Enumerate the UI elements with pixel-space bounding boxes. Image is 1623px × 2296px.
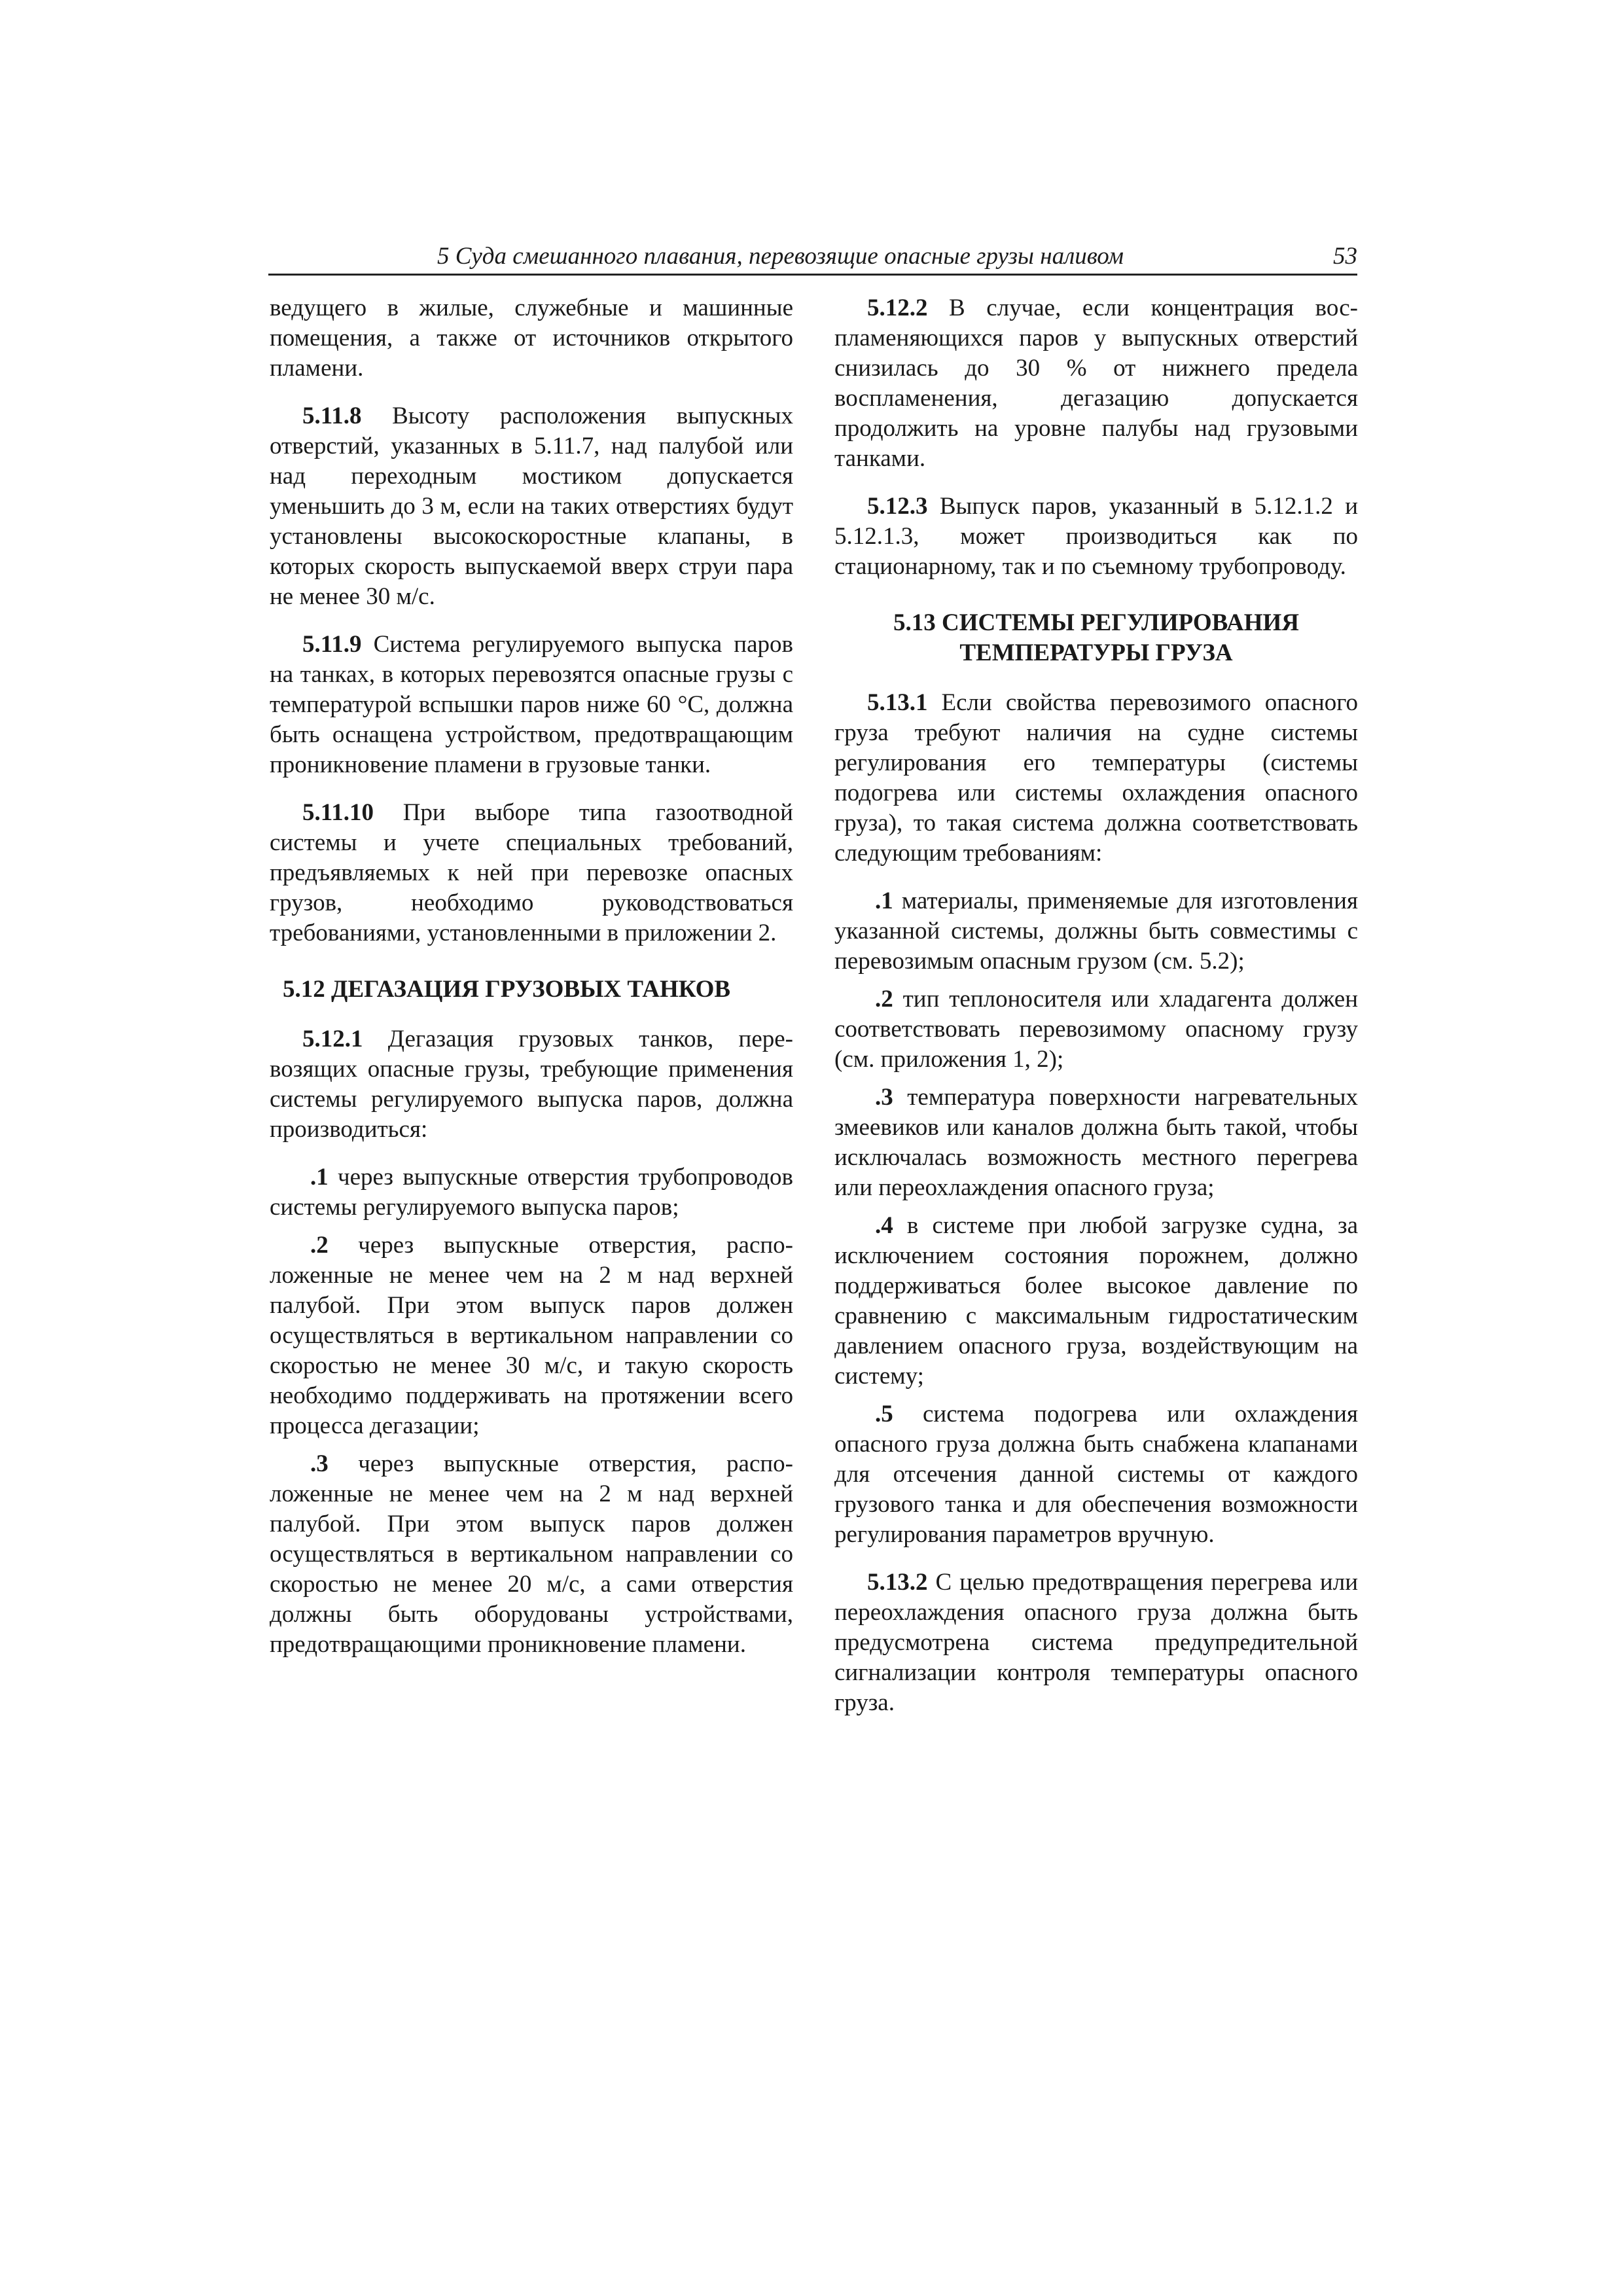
item-text: система подогрева или охлаждения опасного груза должна быть снабжена клапанами для отсечения данной системы от каждого грузового танка и для обеспечения возможности регулирования параметров вручную. [834,1401,1358,1548]
item-number: .4 [875,1212,893,1239]
list-item [834,1211,1358,1391]
paragraph-5-12-3 [834,492,1358,582]
list-item [834,1399,1358,1550]
paragraph-5-11-8 [270,401,793,612]
clause-number: 5.12.1 [302,1026,363,1052]
section-heading-5-13 [834,608,1358,668]
item-text: через выпускные отверстия, расположенные не менее чем на 2 м над верхней палубой. При этом выпуск паров должен осуществляться в вертикальном направлении со скоростью не менее 30 м/с, и такую скорость необходимо поддерживать на протяжении всего процесса дегазации; [270,1232,793,1439]
clause-text: При выборе типа газоотводной системы и учете специальных требований, предъявляемых к ней при перевозке опасных грузов, необходимо руководствоваться требованиями, установленными в приложении 2. [270,799,793,946]
heading-line: ТЕМПЕРАТУРЫ ГРУЗА [959,639,1233,666]
left-column [270,293,793,1668]
section-heading-5-12: 5.12 ДЕГАЗАЦИЯ ГРУЗОВЫХ ТАНКОВ [283,976,731,1003]
list-item [270,1230,793,1441]
item-text: в системе при любой загрузке судна, за исключением состояния порожнем, должно поддерживаться более высокое давление по сравнению с максимальным гидростатическим давлением опасного груза, воздействующим на систему; [834,1212,1358,1390]
item-text: материалы, применяемые для изготовления указанной системы, должны быть совместимы с перевозимым опасным грузом (см. 5.2); [834,888,1358,975]
clause-text: В случае, если концентрация воспламеняющихся паров у выпускных отверстий снизилась до 30 % от нижнего предела воспламенения, дегазацию допускается продолжить на уровне палубы над грузовыми танками. [834,295,1358,472]
item-text: через выпускные отверстия, расположенные не менее чем на 2 м над верхней палубой. При этом выпуск паров должен осуществляться в вертикальном направлении со скоростью не менее 20 м/с, а сами отверстия должны быть оборудованы устройствами, предотвращающими проникновение пламени. [270,1450,793,1658]
item-number: .2 [875,986,893,1013]
item-text: температура поверхности нагревательных змеевиков или каналов должна быть такой, чтобы исключалась возможность местного перегрева или переохлаждения опасного груза; [834,1084,1358,1201]
clause-number: 5.11.10 [302,799,374,826]
clause-text: Если свойства перевозимого опасного груза требуют наличия на судне системы регулирования его температуры (системы подогрева или системы охлаждения опасного груза), то такая система должна соответствовать следующим требованиям: [834,689,1358,867]
clause-text: С целью предотвращения перегрева или переохлаждения опасного груза должна быть предусмотрена система предупредительной сигнализации контроля температуры опасного груза. [834,1569,1358,1716]
list-item [834,984,1358,1075]
item-number: .1 [310,1164,329,1191]
paragraph-5-12-1 [270,1024,793,1145]
clause-number: 5.13.2 [867,1569,928,1596]
item-number: .1 [875,888,893,914]
clause-text: Высоту расположения выпускных отверстий, указанных в 5.11.7, над палубой или над переходным мостиком допускается уменьшить до 3 м, если на таких отверстиях будут установлены высокоскоростные клапаны, в которых скорость выпускаемой вверх струи пара не менее 30 м/с. [270,403,793,610]
item-number: .2 [310,1232,329,1259]
paragraph: ведущего в жилые, служебные и машинные помещения, а также от источников открытого пламени. [270,295,793,382]
clause-text: Дегазация грузовых танков, перевозящих опасные грузы, требующие применения системы регулируемого выпуска паров, должна производиться: [270,1026,793,1143]
paragraph-5-12-2 [834,293,1358,474]
item-text: через выпускные отверстия трубопроводов системы регулируемого выпуска паров; [270,1164,793,1221]
clause-text: Система регулируемого выпуска паров на танках, в которых перевозятся опасные грузы с температурой вспышки паров ниже 60 °С, должна быть оснащена устройством, предотвращающим проникновение пламени в грузовые танки. [270,631,793,778]
item-number: .3 [875,1084,893,1111]
list-item [270,1162,793,1223]
item-number: .3 [310,1450,329,1477]
clause-number: 5.11.8 [302,403,362,429]
page-number: 53 [1333,243,1357,270]
list-item [834,886,1358,977]
clause-text: Выпуск паров, указанный в 5.12.1.2 и 5.12.1.3, может производиться как по стационарному, так и по съемному трубопроводу. [834,493,1358,580]
clause-number: 5.12.3 [867,493,928,520]
list-item [834,1083,1358,1203]
paragraph-5-11-10 [270,798,793,948]
running-header-title: 5 Суда смешанного плавания, перевозящие опасные грузы наливом [437,243,1124,270]
right-column [834,293,1358,1736]
list-item [270,1449,793,1660]
paragraph-5-13-2 [834,1568,1358,1718]
paragraph-5-11-9 [270,630,793,780]
item-number: .5 [875,1401,893,1427]
paragraph-5-13-1 [834,688,1358,869]
clause-number: 5.13.1 [867,689,928,716]
clause-number: 5.11.9 [302,631,362,658]
running-header [268,242,1357,276]
item-text: тип теплоносителя или хладагента должен соответствовать перевозимому опасному грузу (см. приложения 1, 2); [834,986,1358,1073]
clause-number: 5.12.2 [867,295,928,321]
heading-line: 5.13 СИСТЕМЫ РЕГУЛИРОВАНИЯ [893,609,1300,636]
